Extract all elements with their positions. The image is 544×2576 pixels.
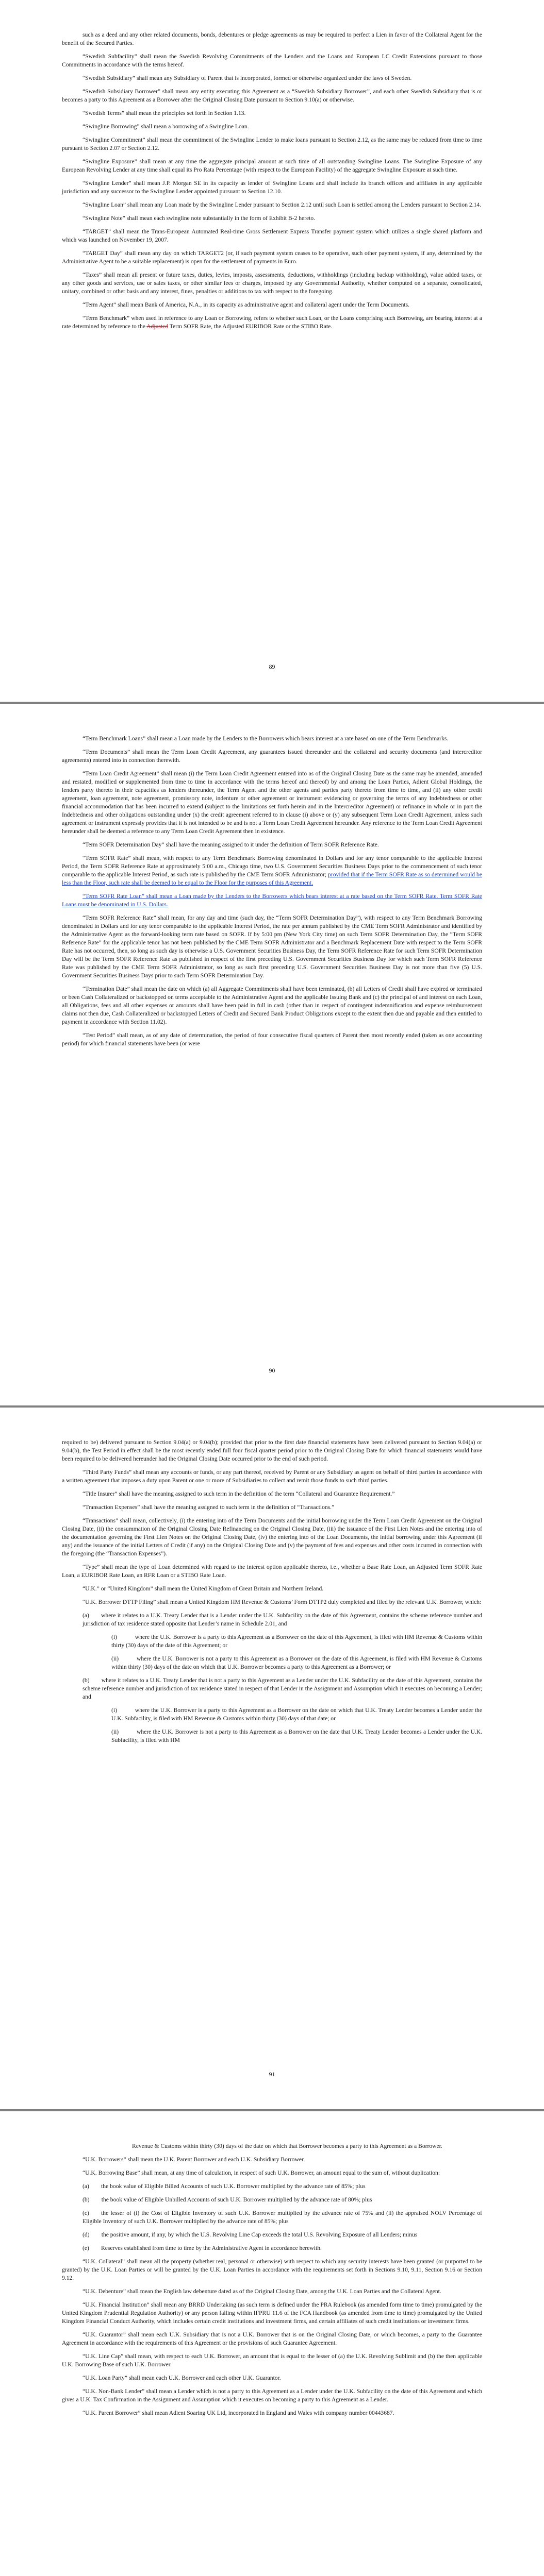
paragraph: “U.K. Line Cap” shall mean, with respect to each U.K. Borrower, an amount that is equal to the lesser of (a) the U.K. Revolving Sublimit and (b) the then applicable U.K. Borrowing Base of such U.K. Borrower. [62, 2352, 482, 2368]
paragraph: “U.K. Collateral” shall mean all the property (whether real, personal or otherwise) with respect to which any security interests have been granted (or purported to be granted) by the U.K. Loan Parties or will be granted by the U.K. Loan Parties in accordance with the requirements set forth in Sections 9.10, 9.11, Section 9.16 or Section 9.12. [62, 2258, 482, 2281]
page-number: 90 [269, 1367, 275, 1374]
list-item: (b) where it relates to a U.K. Treaty Lender that is not a party to this Agreement as a Lender under the U.K. Subfacility on the date of this Agreement, contains the scheme reference number and jurisdiction of tax residence stated in respect of that Lender in the Assignment and Assumption which it executes on becoming a Lender; and [83, 1676, 482, 1700]
list-item: (e) Reserves established from time to time by the Administrative Agent in accordance herewith. [83, 2244, 322, 2251]
paragraph: “U.K.” or “United Kingdom” shall mean the United Kingdom of Great Britain and Northern Ireland. [83, 1585, 324, 1592]
paragraph: “Type” shall mean the type of Loan determined with regard to the interest option applicable thereto, i.e., whether a Base Rate Loan, an Adjusted Term SOFR Rate Loan, a EURIBOR Rate Loan, an RFR Loan or a STIBO Rate Loan. [62, 1563, 482, 1579]
paragraph: “U.K. Borrowing Base” shall mean, at any time of calculation, in respect of such U.K. Borrower, an amount equal to the sum of, without duplication: [83, 2169, 440, 2176]
paragraph: “Termination Date” shall mean the date on which (a) all Aggregate Commitments shall have been terminated, (b) all Letters of Credit shall have expired or terminated or been Cash Collateralized or backstopped on terms acceptable to the Administrative Agent and the applicable Issuing Bank and (c) the principal of and interest on each Loan, all Obligations, fees and all other expenses or amounts shall have been paid in full in cash (other than in respect of contingent indemnification and expense reimbursement claims not then due, Cash Collateralized or backstopped Letters of Credit and Secured Bank Product Obligations except to the extent then due and payable and then entitled to payment in accordance with Section 11.02). [62, 985, 482, 1025]
paragraph: “U.K. Borrower DTTP Filing” shall mean a United Kingdom HM Revenue & Customs’ Form DTTP2 duly completed and filed by the relevant U.K. Borrower, which: [83, 1598, 482, 1605]
list-item: (ii) where the U.K. Borrower is not a party to this Agreement as a Borrower on the date of this Agreement, is filed with HM Revenue & Customs within thirty (30) days of the date on which that U.K. Borrower becomes a party to this Agreement as a Borrower; or [111, 1655, 482, 1670]
paragraph-text: “Term Benchmark” when used in reference to any Loan or Borrowing, refers to whether such Loan, or the Loans comprising such Borrowing, are bearing interest at a rate determined by reference to the [62, 314, 482, 330]
paragraph: “TARGET” shall mean the Trans-European Automated Real-time Gross Settlement Express Transfer payment system which utilizes a single shared platform and which was launched on November 19, 2007. [62, 228, 482, 243]
page-92 [0, 2111, 544, 2576]
paragraph: “Term SOFR Reference Rate” shall mean, for any day and time (such day, the “Term SOFR Determination Day”), with respect to any Term Benchmark Borrowing denominated in Dollars and for any tenor comparable to the applicable Interest Period, the rate per annum published by the CME Term SOFR Administrator and identified by the Administrative Agent as the forward-looking term rate based on SOFR. If by 5:00 pm (New York City time) on such Term SOFR Determination Day, the “Term SOFR Reference Rate” for the applicable tenor has not been published by the CME Term SOFR Administrator and a Benchmark Replacement Date with respect to the Term SOFR Rate has not occurred, then, so long as such day is otherwise a U.S. Government Securities Business Day, the Term SOFR Reference Rate for such Term SOFR Determination Day will be the Term SOFR Reference Rate as published in respect of the first preceding U.S. Government Securities Business Day for which such Term SOFR Reference Rate was published by the CME Term SOFR Administrator, so long as such first preceding U.S. Government Securities Business Day is not more than five (5) U.S. Government Securities Business Days prior to such Term SOFR Determination Day. [62, 914, 482, 979]
page-89 [0, 0, 544, 702]
paragraph: required to be) delivered pursuant to Section 9.04(a) or 9.04(b); provided that prior to the first date financial statements have been delivered pursuant to Section 9.04(a) or 9.04(b), the Test Period in effect shall be the most recently ended full four fiscal quarter period prior to the Original Closing Date for which financial statements would have been required to be delivered hereunder had the Original Closing Date occurred prior to the end of such period. [62, 1439, 482, 1462]
paragraph: “Term Benchmark Loans” shall mean a Loan made by the Lenders to the Borrowers which bears interest at a rate based on one of the Term Benchmarks. [83, 735, 449, 742]
paragraph: “Swedish Subfacility” shall mean the Swedish Revolving Commitments of the Lenders and the Loans and European LC Credit Extensions pursuant to those Commitments in accordance with the terms hereof. [62, 53, 482, 68]
paragraph: “Transaction Expenses” shall have the meaning assigned to such term in the definition of “Transactions.” [83, 1503, 335, 1511]
paragraph: “Third Party Funds” shall mean any accounts or funds, or any part thereof, received by Parent or any Subsidiary as agent on behalf of third parties in accordance with a written agreement that imposes a duty upon Parent or one or more of Subsidiaries to collect and remit those funds to such third parties. [62, 1468, 482, 1484]
paragraph: “Term Documents” shall mean the Term Loan Credit Agreement, any guarantees issued thereunder and the collateral and security documents (and intercreditor agreements) entered into in connection therewith. [62, 748, 482, 764]
page-number: 89 [269, 663, 275, 670]
paragraph: “Swedish Terms” shall mean the principles set forth in Section 1.13. [83, 109, 246, 116]
list-item: (a) the book value of Eligible Billed Accounts of such U.K. Borrower multiplied by the advance rate of 85%; plus [83, 2182, 366, 2190]
list-item: Revenue & Customs within thirty (30) days of the date on which that Borrower becomes a party to this Agreement as a Borrower. [132, 2143, 442, 2149]
paragraph: “U.K. Guarantor” shall mean each U.K. Subsidiary that is not a U.K. Borrower that is on the Original Closing Date, or which becomes, a party to the Guarantee Agreement in accordance with the requirements of this Agreement or the provisions of such Guarantee Agreement. [62, 2331, 482, 2346]
list-item: (a) where it relates to a U.K. Treaty Lender that is a Lender under the U.K. Subfacility on the date of this Agreement, contains the scheme reference number and jurisdiction of tax residence stated opposite that Lender’s name in Schedule 2.01, and [83, 1612, 482, 1627]
paragraph: “Swingline Commitment” shall mean the commitment of the Swingline Lender to make loans pursuant to Section 2.12, as the same may be reduced from time to time pursuant to Section 2.07 or Section 2.12. [62, 136, 482, 151]
paragraph: such as a deed and any other related documents, bonds, debentures or pledge agreements as may be required to perfect a Lien in favor of the Collateral Agent for the benefit of the Secured Parties. [62, 31, 482, 46]
paragraph: “TARGET Day” shall mean any day on which TARGET2 (or, if such payment system ceases to be operative, such other payment system, if any, determined by the Administrative Agent to be a suitable replacement) is open for the settlement of payments in Euro. [62, 249, 482, 265]
paragraph: “Swingline Note” shall mean each swingline note substantially in the form of Exhibit B-2 hereto. [83, 214, 316, 222]
page-90 [0, 704, 544, 1405]
paragraph: “Swedish Subsidiary Borrower” shall mean any entity executing this Agreement as a “Swedish Subsidiary Borrower”, and each other Swedish Subsidiary that is or becomes a party to this Agreement as a Borrower after the Original Closing Date pursuant to Section 9.10(a) or otherwise. [62, 88, 482, 103]
paragraph-text: “Term SOFR Rate” shall mean, with respect to any Term Benchmark Borrowing denominated in Dollars and for any tenor comparable to the applicable Interest Period, the Term SOFR Reference Rate at approximately 5:00 a.m., Chicago time, two U.S. Government Securities Business Days prior to the commencement of such tenor comparable to the applicable Interest Period, as such rate is published by the CME Term SOFR Administrator; [62, 854, 482, 878]
paragraph [62, 314, 482, 331]
paragraph: “Transactions” shall mean, collectively, (i) the entering into of the Term Documents and the initial borrowing under the Term Loan Credit Agreement on the Original Closing Date, (ii) the consummation of the Original Closing Date Refinancing on the Original Closing Date, (iii) the issuance of the First Lien Notes and the entering into of the documentation governing the First Lien Notes on the Original Closing Date, (iv) the entering into of the Loan Documents, the initial borrowing under this Agreement (if any) and the issuance of the initial Letters of Credit (if any) on the Original Closing Date and (v) the payment of fees and expenses and other costs incurred in connection with the foregoing (the “Transaction Expenses”). [62, 1517, 482, 1557]
paragraph-text: Term SOFR Rate, the Adjusted EURIBOR Rate or the STIBO Rate. [169, 323, 333, 330]
struck-text: Adjusted [146, 323, 169, 330]
paragraph: “U.K. Non-Bank Lender” shall mean a Lender which is not a party to this Agreement as a Lender under the U.K. Subfacility on the date of this Agreement and which gives a U.K. Tax Confirmation in the Assignment and Assumption which it executes on becoming a party to this Agreement as a Lender. [62, 2387, 482, 2403]
paragraph: “Swedish Subsidiary” shall mean any Subsidiary of Parent that is incorporated, formed or otherwise organized under the laws of Sweden. [83, 74, 412, 81]
list-item: (d) the positive amount, if any, by which the U.S. Revolving Line Cap exceeds the total U.S. Revolving Exposure of all Lenders; minus [83, 2231, 418, 2238]
paragraph: “Swingline Lender” shall mean J.P. Morgan SE in its capacity as lender of Swingline Loans and shall include its branch offices and affiliates in any applicable jurisdiction and any successor to the Swingline Lender appointed pursuant to Section 12.10. [62, 179, 482, 195]
page-number: 91 [269, 2071, 275, 2078]
paragraph: “U.K. Borrowers” shall mean the U.K. Parent Borrower and each U.K. Subsidiary Borrower. [83, 2156, 305, 2163]
paragraph: “Term Agent” shall mean Bank of America, N.A., in its capacity as administrative agent and collateral agent under the Term Documents. [83, 301, 409, 308]
paragraph: “Term Loan Credit Agreement” shall mean (i) the Term Loan Credit Agreement entered into as of the Original Closing Date as the same may be amended, amended and restated, modified or supplemented from time to time in accordance with the terms hereof and thereof) by and among the Loan Parties, Adient Global Holdings, the lenders party thereto in their capacities as lenders thereunder, the Term Agent and the other agents and parties party thereto from time to time, and (ii) any other credit agreement, loan agreement, note agreement, promissory note, indenture or other agreement or instrument evidencing or governing the terms of any Indebtedness or other financial accommodation that has been incurred to extend (subject to the limitations set forth herein and in the Intercreditor Agreement) or refinance in whole or in part the Indebtedness and other obligations outstanding under (x) the credit agreement referred to in clause (i) above or (y) any subsequent Term Loan Credit Agreement, unless such agreement or instrument expressly provides that it is not intended to be and is not a Term Loan Credit Agreement hereunder. Any reference to the Term Loan Credit Agreement hereunder shall be deemed a reference to any Term Loan Credit Agreement then in existence. [62, 770, 482, 835]
list-item: (c) the lesser of (i) the Cost of Eligible Inventory of such U.K. Borrower multiplied by the advance rate of 75% and (ii) the appraised NOLV Percentage of Eligible Inventory of such U.K. Borrower multiplied by the advance rate of 85%; plus [83, 2209, 482, 2225]
paragraph: “Swingline Loan” shall mean any Loan made by the Swingline Lender pursuant to Section 2.12 until such Loan is settled among the Lenders pursuant to Section 2.14. [83, 201, 482, 208]
paragraph: “U.K. Financial Institution” shall mean any BRRD Undertaking (as such term is defined under the PRA Rulebook (as amended form time to time) promulgated by the United Kingdom Prudential Regulation Authority) or any person falling within IFPRU 11.6 of the FCA Handbook (as amended from time to time) promulgated by the United Kingdom Financial Conduct Authority, which includes certain credit institutions and investment firms, and certain affiliates of such credit institutions or investment firms. [62, 2301, 482, 2325]
paragraph: “U.K. Debenture” shall mean the English law debenture dated as of the Original Closing Date, among the U.K. Loan Parties and the Collateral Agent. [83, 2287, 441, 2295]
inserted-text: provided that if the Term SOFR Rate as so determined would be less than the Floor, such rate shall be deemed to be equal to the Floor for the purposes of this Agreement. [62, 871, 482, 886]
paragraph: “U.K. Loan Party” shall mean each U.K. Borrower and each other U.K. Guarantor. [83, 2374, 281, 2381]
paragraph: “Term SOFR Determination Day” shall have the meaning assigned to it under the definition of Term SOFR Reference Rate. [83, 841, 379, 848]
list-item: (i) where the U.K. Borrower is a party to this Agreement as a Borrower on the date of this Agreement, is filed with HM Revenue & Customs within thirty (30) days of the date of this Agreement; or [111, 1633, 482, 1649]
list-item: (ii) where the U.K. Borrower is not a party to this Agreement as a Borrower on the date that U.K. Treaty Lender becomes a Lender under the U.K. Subfacility, is filed with HM [111, 1728, 482, 1743]
paragraph: “Taxes” shall mean all present or future taxes, duties, levies, imposts, assessments, deductions, withholdings (including backup withholding), value added taxes, or any other goods and services, use or sales taxes, or other similar fees or charges, imposed by any Governmental Authority, whether computed on a separate, consolidated, unitary, combined or other basis and any interest, fines, penalties or additions to tax with respect to the foregoing. [62, 271, 482, 295]
paragraph: “Swingline Borrowing” shall mean a borrowing of a Swingline Loan. [83, 123, 249, 130]
page-91 [0, 1408, 544, 2109]
paragraph: “Title Insurer” shall have the meaning assigned to such term in the definition of the term “Collateral and Guarantee Requirement.” [83, 1490, 395, 1497]
inserted-paragraph: “Term SOFR Rate Loan” shall mean a Loan made by the Lenders to the Borrowers which bears interest at a rate based on the Term SOFR Rate. Term SOFR Rate Loans must be denominated in U.S. Dollars. [62, 892, 482, 908]
paragraph: “U.K. Parent Borrower” shall mean Adient Soaring UK Ltd, incorporated in England and Wales with company number 00443687. [83, 2409, 394, 2416]
paragraph: “Test Period” shall mean, as of any date of determination, the period of four consecutive fiscal quarters of Parent then most recently ended (taken as one accounting period) for which financial statements have been (or were [62, 1031, 482, 1047]
paragraph: “Swingline Exposure” shall mean at any time the aggregate principal amount at such time of all outstanding Swingline Loans. The Swingline Exposure of any European Revolving Lender at any time shall equal its Pro Rata Percentage (with respect to the European Facility) of the aggregate Swingline Exposure at such time. [62, 158, 482, 173]
list-item: (b) the book value of Eligible Unbilled Accounts of such U.K. Borrower multiplied by the advance rate of 80%; plus [83, 2196, 372, 2203]
list-item: (i) where the U.K. Borrower is a party to this Agreement as a Borrower on the date on which that U.K. Treaty Lender becomes a Lender under the U.K. Subfacility, is filed with HM Revenue & Customs within thirty (30) days of that date; or [111, 1706, 482, 1722]
paragraph [62, 854, 482, 887]
